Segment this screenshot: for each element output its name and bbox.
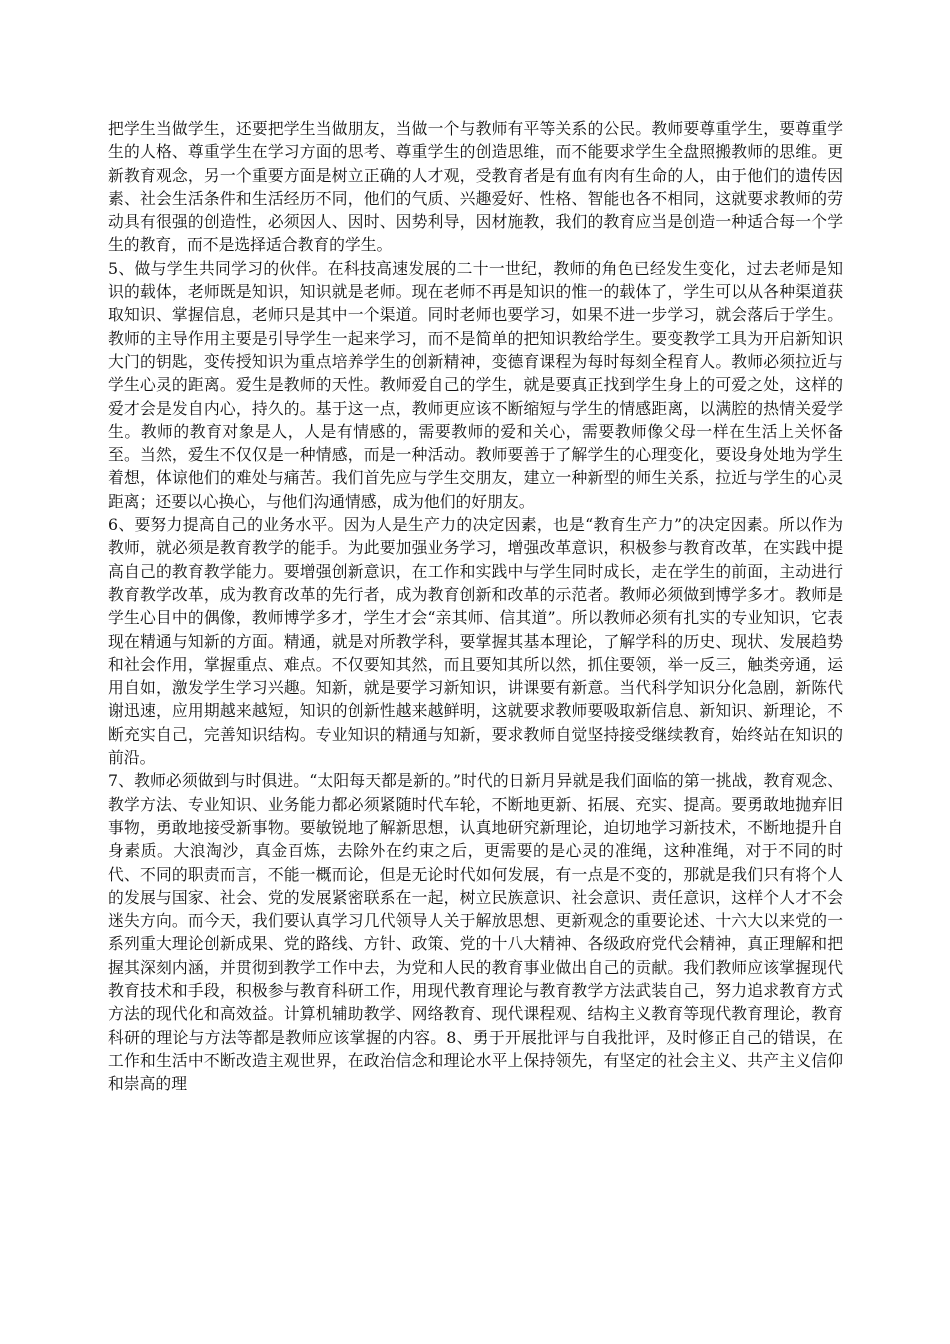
paragraph-student-as-friend: 把学生当做学生，还要把学生当做朋友，当做一个与教师有平等关系的公民。教师要尊重学生，要尊重学生的人格、尊重学生在学习方面的思考、尊重学生的创造思维，而不能要求学生全盘照搬教师的思维。更新教育观念，另一个重要方面是树立正确的人才观，受教育者是有血有肉有生命的人，由于他们的遗传因素、社会生活条件和生活经历不同，他们的气质、兴趣爱好、性格、智能也各不相同，这就要求教师的劳动具有很强的创造性，必须因人、因时、因势利导，因材施教，我们的教育应当是创造一种适合每一个学生的教育，而不是选择适合教育的学生。 [108, 119, 843, 255]
paragraph-6-professional-level: 6、要努力提高自己的业务水平。因为人是生产力的决定因素，也是“教育生产力”的决定因素。所以作为教师，就必须是教育教学的能手。为此要加强业务学习，增强改革意识，积极参与教育改革，在实践中提高自己的教育教学能力。要增强创新意识，在工作和实践中与学生同时成长，走在学生的前面，主动进行教育教学改革，成为教育改革的先行者，成为教育创新和改革的示范者。教师必须做到博学多才。教师是学生心目中的偶像，教师博学多才，学生才会“亲其师、信其道”。所以教师必须有扎实的专业知识，它表现在精通与知新的方面。精通，就是对所教学科，要掌握其基本理论，了解学科的历史、现状、发展趋势和社会作用，掌握重点、难点。不仅要知其然，而且要知其所以然，抓住要领，举一反三，触类旁通，运用自如，激发学生学习兴趣。知新，就是要学习新知识，讲课要有新意。当代科学知识分化急剧，新陈代谢迅速，应用期越来越短，知识的创新性越来越鲜明，这就要求教师要吸取新信息、新知识、新理论，不断充实自己，完善知识结构。专业知识的精通与知新，要求教师自觉坚持接受继续教育，始终站在知识的前沿。 [108, 515, 843, 768]
paragraph-7-keep-pace-with-times: 7、教师必须做到与时俱进。“太阳每天都是新的。”时代的日新月异就是我们面临的第一挑战，教育观念、教学方法、专业知识、业务能力都必须紧随时代车轮，不断地更新、拓展、充实、提高。要勇敢地抛弃旧事物，勇敢地接受新事物。要敏锐地了解新思想，认真地研究新理论，迫切地学习新技术，不断地提升自身素质。大浪淘沙，真金百炼，去除外在约束之后，更需要的是心灵的准绳，这种准绳，对于不同的时代、不同的职责而言，不能一概而论，但是无论时代如何发展，有一点是不变的，那就是我们只有将个人的发展与国家、社会、党的发展紧密联系在一起，树立民族意识、社会意识、责任意识，这样个人才不会迷失方向。而今天，我们要认真学习几代领导人关于解放思想、更新观念的重要论述、十六大以来党的一系列重大理论创新成果、党的路线、方针、政策、党的十八大精神、各级政府党代会精神，真正理解和把握其深刻内涵，并贯彻到教学工作中去，为党和人民的教育事业做出自己的贡献。我们教师应该掌握现代教育技术和手段，积极参与教育科研工作，用现代教育理论与教育教学方法武装自己，努力追求教育方式方法的现代化和高效益。计算机辅助教学、网络教育、现代课程观、结构主义教育等现代教育理论，教育科研的理论与方法等都是教师应该掌握的内容。8、勇于开展批评与自我批评，及时修正自己的错误，在工作和生活中不断改造主观世界，在政治信念和理论水平上保持领先，有坚定的社会主义、共产主义信仰和崇高的理 [108, 771, 843, 1094]
document-body [108, 117, 843, 1095]
paragraph-5-learning-partner: 5、做与学生共同学习的伙伴。在科技高速发展的二十一世纪，教师的角色已经发生变化，过去老师是知识的载体，老师既是知识，知识就是老师。现在老师不再是知识的惟一的载体了，学生可以从各种渠道获取知识、掌握信息，老师只是其中一个渠道。同时老师也要学习，如果不进一步学习，就会落后于学生。教师的主导作用主要是引导学生一起来学习，而不是简单的把知识教给学生。要变教学工具为开启新知识大门的钥匙，变传授知识为重点培养学生的创新精神，变德育课程为每时每刻全程育人。教师必须拉近与学生心灵的距离。爱生是教师的天性。教师爱自己的学生，就是要真正找到学生身上的可爱之处，这样的爱才会是发自内心，持久的。基于这一点，教师更应该不断缩短与学生的情感距离，以满腔的热情关爱学生。教师的教育对象是人，人是有情感的，需要教师的爱和关心，需要教师像父母一样在生活上关怀备至。当然，爱生不仅仅是一种情感，而是一种活动。教师要善于了解学生的心理变化，要设身处地为学生着想，体谅他们的难处与痛苦。我们首先应与学生交朋友，建立一种新型的师生关系，拉近与学生的心灵距离；还要以心换心，与他们沟通情感，成为他们的好朋友。 [108, 258, 843, 511]
